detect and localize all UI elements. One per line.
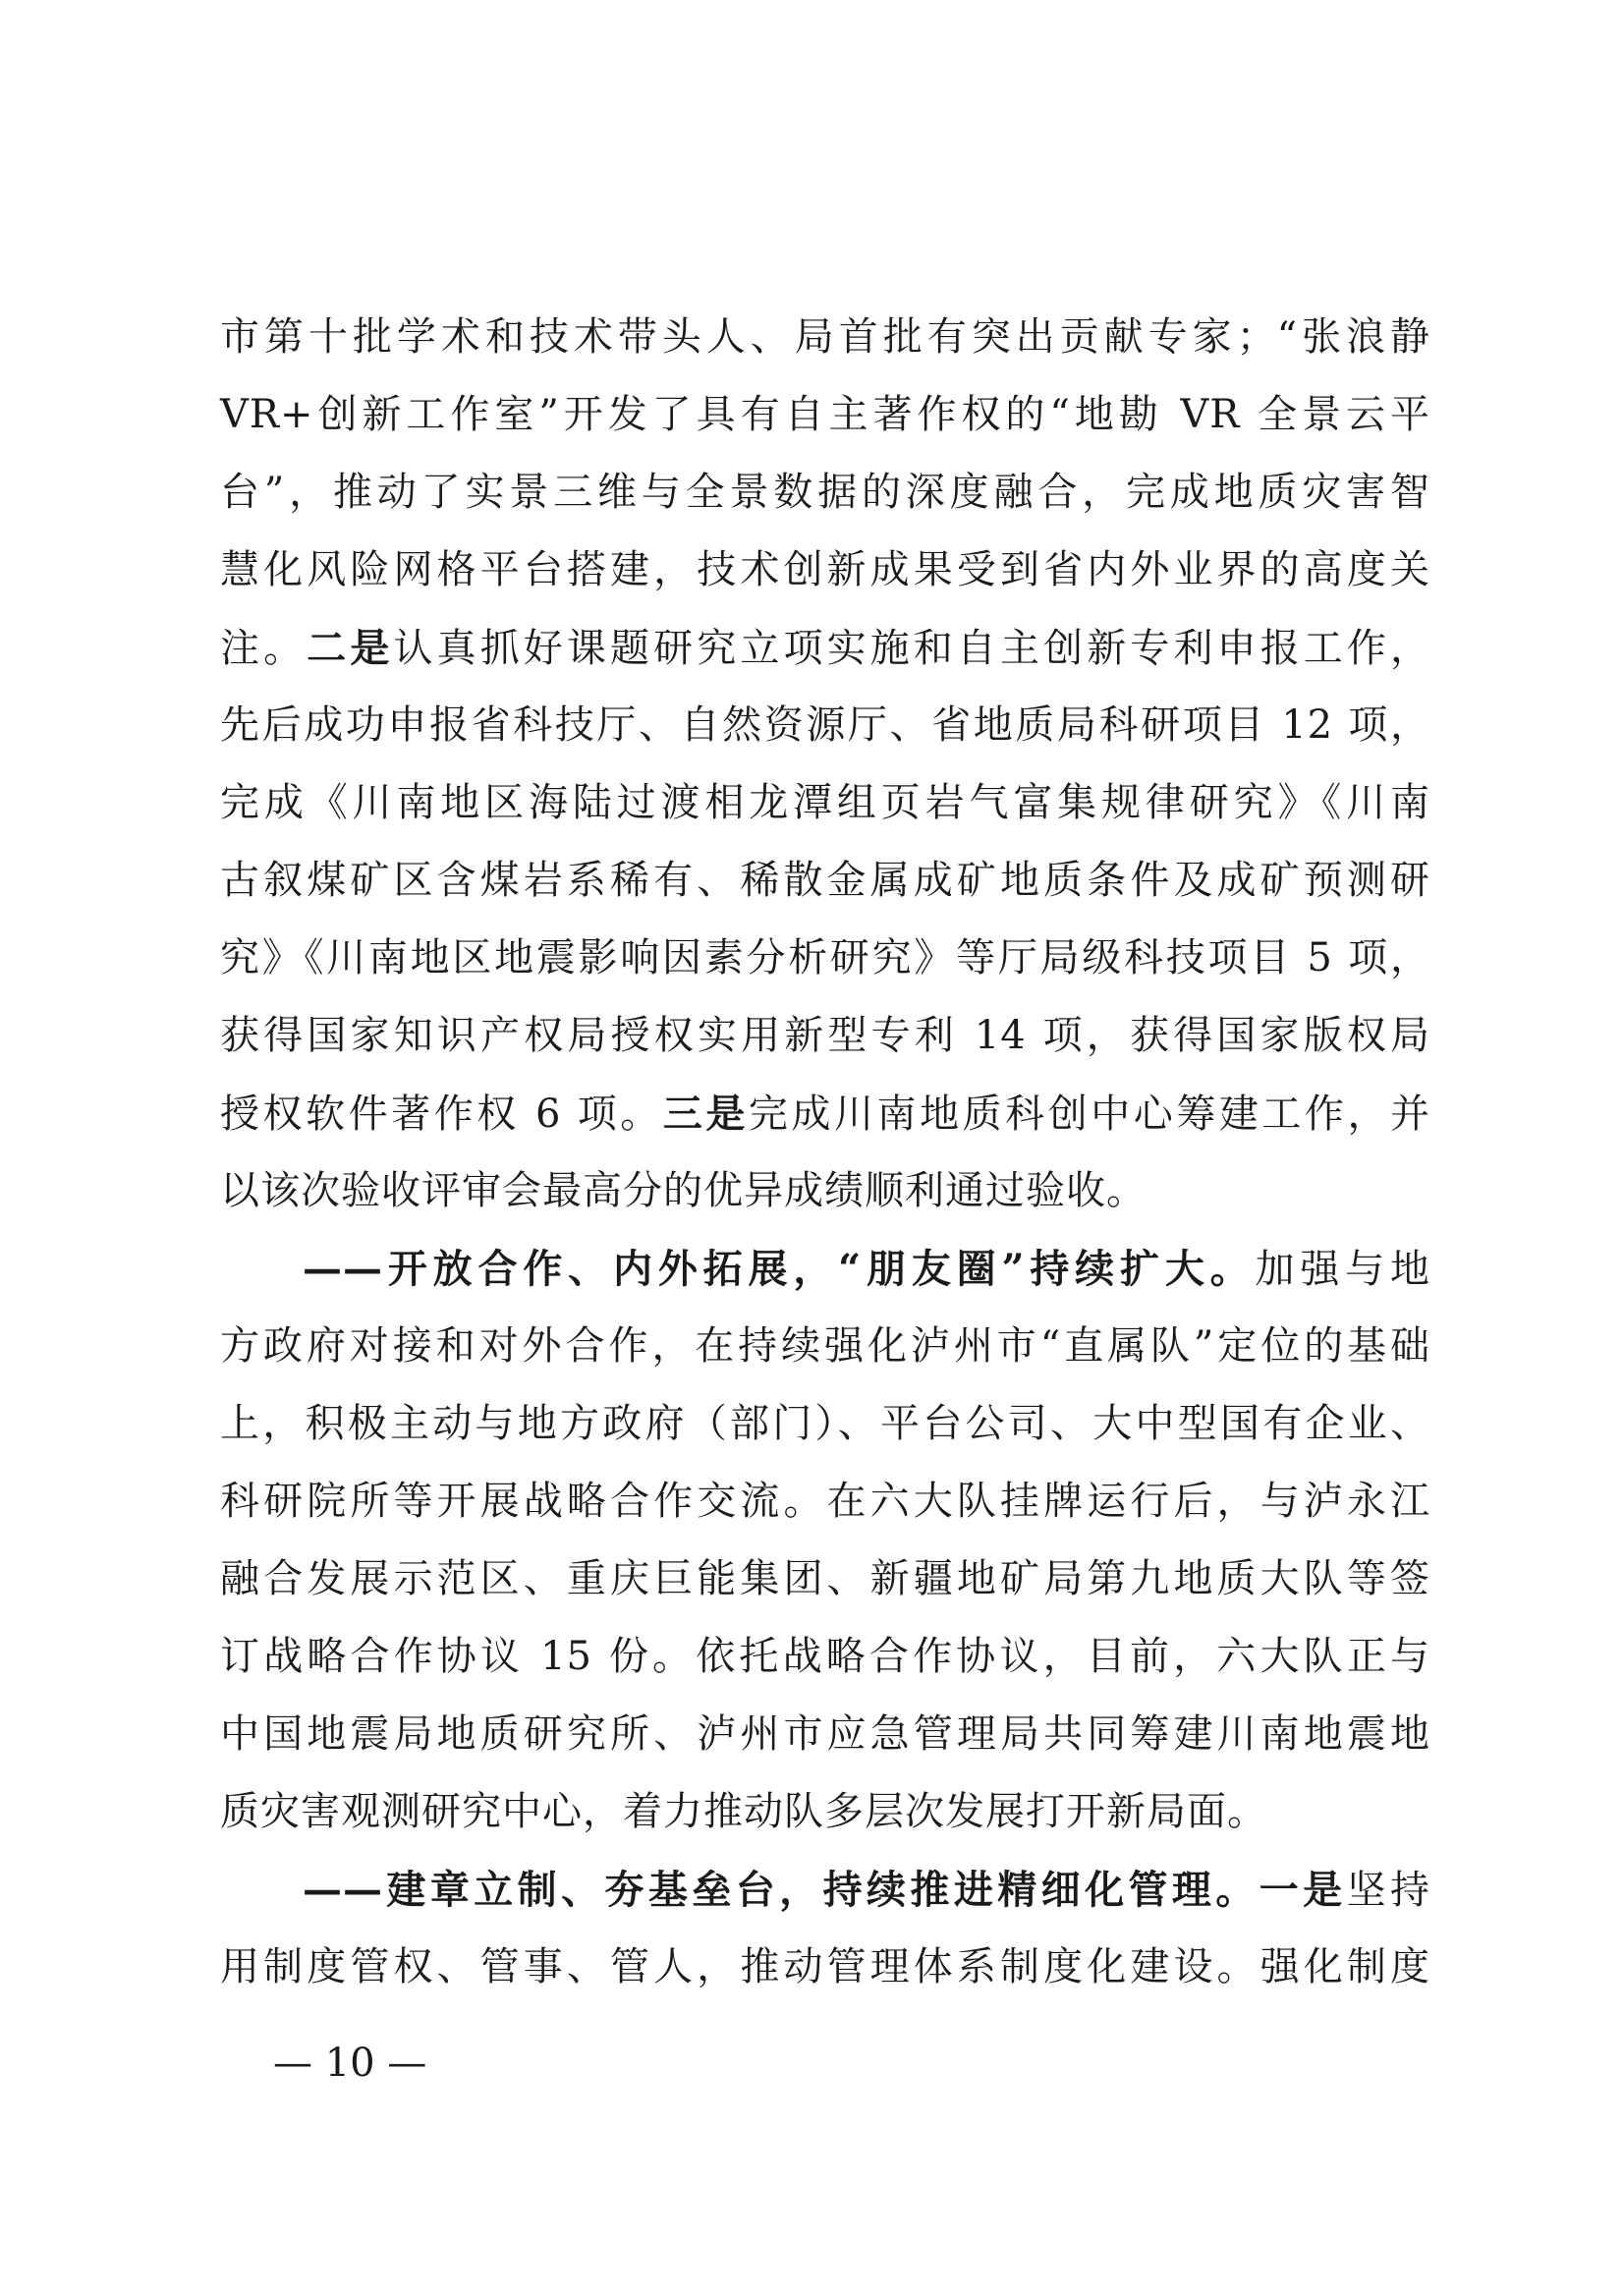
text-line: 方政府对接和对外合作，在持续强化泸州市“直属队”定位的基础 — [220, 1323, 1430, 1369]
text-line: 古叙煤矿区含煤岩系稀有、稀散金属成矿地质条件及成矿预测研 — [220, 858, 1430, 903]
emphasis-label: 二是 — [307, 625, 394, 671]
page-number: — 10 — — [273, 2041, 427, 2086]
emphasis-label: 一是 — [1259, 1867, 1347, 1913]
text-line: 完成《川南地区海陆过渡相龙潭组页岩气富集规律研究》《川南 — [220, 780, 1430, 825]
text-line: 究》《川南地区地震影响因素分析研究》等厅局级科技项目 5 项， — [220, 935, 1430, 980]
text-segment: 注。 — [220, 626, 308, 671]
text-line: 订战略合作协议 15 份。依托战略合作协议，目前，六大队正与 — [220, 1634, 1430, 1679]
text-segment: 加强与地 — [1255, 1247, 1431, 1292]
text-line: 用制度管权、管事、管人，推动管理体系制度化建设。强化制度 — [220, 1944, 1430, 1989]
section-heading: ——建章立制、夯基垒台，持续推进精细化管理。 — [303, 1867, 1259, 1913]
text-line — [220, 609, 1430, 687]
text-line: 以该次验收评审会最高分的优异成绩顺利通过验收。 — [220, 1168, 1147, 1213]
text-line: 慧化风险网格平台搭建，技术创新成果受到省内外业界的高度关 — [220, 547, 1430, 592]
text-line — [220, 1075, 1430, 1152]
body-text — [220, 299, 1430, 2006]
text-segment: 坚持 — [1346, 1868, 1431, 1913]
text-line: VR+创新工作室”开发了具有自主著作权的“地勘 VR 全景云平 — [220, 392, 1430, 437]
text-segment: 认真抓好课题研究立项实施和自主创新专利申报工作， — [393, 626, 1431, 671]
text-segment: 完成川南地质科创中心筹建工作，并 — [748, 1092, 1431, 1137]
text-line: 中国地震局地质研究所、泸州市应急管理局共同筹建川南地震地 — [220, 1711, 1430, 1757]
text-line: 上，积极主动与地方政府（部门）、平台公司、大中型国有企业、 — [220, 1401, 1430, 1446]
text-line — [220, 1230, 1430, 1308]
emphasis-label: 三是 — [662, 1091, 749, 1137]
section-heading: ——开放合作、内外拓展，“朋友圈”持续扩大。 — [303, 1246, 1256, 1292]
text-line — [220, 1851, 1430, 1929]
text-line: 融合发展示范区、重庆巨能集团、新疆地矿局第九地质大队等签 — [220, 1556, 1430, 1601]
text-line: 台”，推动了实景三维与全景数据的深度融合，完成地质灾害智 — [220, 470, 1430, 515]
text-line: 获得国家知识产权局授权实用新型专利 14 项，获得国家版权局 — [220, 1013, 1430, 1058]
text-line: 市第十批学术和技术带头人、局首批有突出贡献专家；“张浪静 — [220, 314, 1430, 360]
text-line: 先后成功申报省科技厅、自然资源厅、省地质局科研项目 12 项， — [220, 702, 1430, 748]
text-line: 科研院所等开展战略合作交流。在六大队挂牌运行后，与泸永江 — [220, 1479, 1430, 1524]
text-line: 质灾害观测研究中心，着力推动队多层次发展打开新局面。 — [220, 1789, 1267, 1834]
text-segment: 授权软件著作权 6 项。 — [220, 1092, 663, 1137]
